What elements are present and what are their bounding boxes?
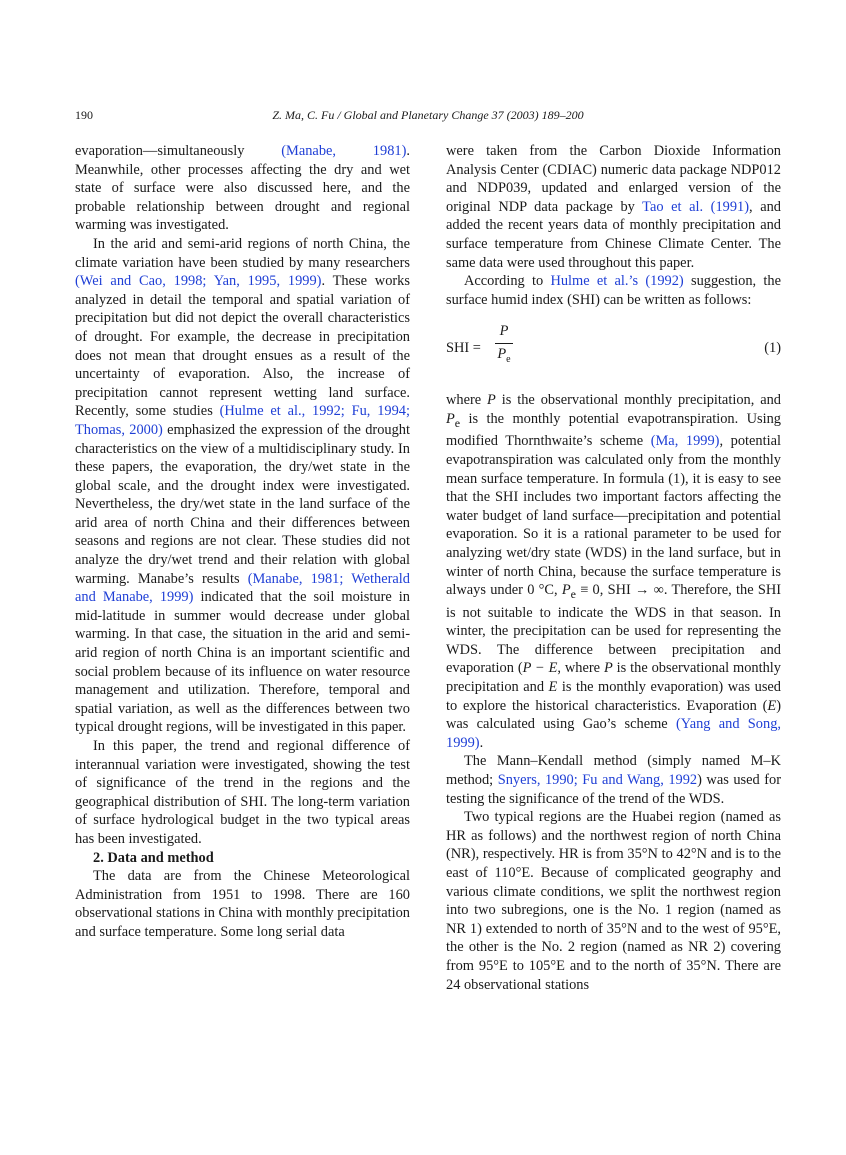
equation-lhs: SHI = [446, 340, 481, 357]
equation-denominator: $P_e$ [497, 345, 511, 365]
paragraph: evaporation—simultaneously (Manabe, 1981). Meanwhile, other processes affecting the dry and wet state of surface were also discussed here, and the probable relationship between drought and regional warming was investigated. [75, 143, 410, 234]
journal-header: Z. Ma, C. Fu / Global and Planetary Change 37 (2003) 189–200 [272, 108, 584, 122]
citation-link[interactable]: (Ma, 1999) [650, 433, 720, 450]
equation-1 [446, 322, 781, 378]
citation-link[interactable]: Tao et al. (1991) [642, 198, 750, 215]
paragraph: In this paper, the trend and regional difference of interannual variation were investigated, showing the test of significance of the trend in the regions and the geographical distribution of SHI. The long-term variation of surface hydrological budget in the two typical areas has been investigated. [75, 738, 410, 847]
citation-link[interactable]: Snyers, 1990; Fu and Wang, 1992 [497, 771, 698, 788]
citation-link[interactable]: (Yang and Song, 1999) [446, 716, 781, 751]
citation-link[interactable]: (Hulme et al., 1992; Fu, 1994; Thomas, 2000) [75, 403, 410, 438]
citation-link[interactable]: Hulme et al.’s (1992) [550, 273, 684, 290]
citation-link[interactable]: (Manabe, 1981) [281, 143, 407, 159]
running-header [75, 108, 781, 126]
citation-link[interactable]: (Wei and Cao, 1998; Yan, 1995, 1999) [75, 273, 322, 290]
citation-link[interactable]: (Manabe, 1981; Wetherald and Manabe, 1999) [75, 570, 410, 606]
paragraph: In the arid and semi-arid regions of north China, the climate variation have been studied by many researchers (Wei and Cao, 1998; Yan, 1995, 1999). These works analyzed in detail the temporal and spatial variation of precipitation but did not depict the overall characteristics of drought. For example, the decrease in precipitation does not mean that drought ensues as a result of the uncertainty of evaporation. Also, the increase of precipitation cannot represent wetting land surface. Recently, some studies (Hulme et al., 1992; Fu, 1994; Thomas, 2000) emphasized the expression of the drought characteristics on the view of a multidisciplinary study. In these papers, the evaporation, the dry/wet state in the global scale, and the drought index were investigated. Nevertheless, the dry/wet state in the land surface of the arid area of north China and their differences between seasons and regions are not clear. These studies did not analyze the dry/wet trend and their relation with global warming. Manabe’s results (Manabe, 1981; Wetherald and Manabe, 1999) indicated that the soil moisture in mid-latitude in summer would decrease under global warming. In that case, the situation in the arid and semi-arid region of north China is an important scientific and social problem because of its influence on water resource management and utilization. Therefore, temporal and spatial variation, as well as the differences between two typical drought regions, will be investigated in this paper. [75, 235, 410, 736]
right-column [446, 142, 781, 994]
paragraph: Two typical regions are the Huabei region (named as HR as follows) and the northwest region of north China (NR), respectively. HR is from 35°N to 42°N and is to the east of 110°E. Because of complicated geography and various climate conditions, we split the northwest region into two subregions, one is the No. 1 region (named as NR 1) extended to north of 35°N and to the west of 95°E, the other is the No. 2 region (named as NR 2) covering from 95°E to 105°E and to the north of 35°N. There are 24 observational stations [446, 809, 781, 993]
equation-fraction [494, 322, 514, 369]
page-number: 190 [75, 108, 93, 122]
left-column [75, 142, 410, 942]
paragraph: The data are from the Chinese Meteorological Administration from 1951 to 1998. There are 160 observational stations in China with monthly precipitation and surface temperature. Some long serial data [75, 868, 410, 940]
paragraph: The Mann–Kendall method (simply named M–K method; Snyers, 1990; Fu and Wang, 1992) was used for testing the significance of the trend of the WDS. [446, 753, 782, 807]
paragraph: were taken from the Carbon Dioxide Information Analysis Center (CDIAC) numeric data package NDP012 and NDP039, updated and enlarged version of the original NDP data package by Tao et al. (1991), and added the recent years data of monthly precipitation and surface temperature from Chinese Climate Center. The same data were used throughout this paper. [446, 143, 781, 271]
equation-numerator: P [499, 323, 509, 340]
paragraph: According to Hulme et al.’s (1992) suggestion, the surface humid index (SHI) can be written as follows: [446, 273, 781, 308]
equation-number: (1) [764, 340, 781, 357]
paragraph: where P is the observational monthly precipitation, and $P_e$ is the monthly potential evapotranspiration. Using modified Thornthwaite’s scheme (Ma, 1999), potential evapotranspiration was calculated only from the monthly mean surface temperature. In formula (1), it is easy to see that the SHI includes two important factors affecting the water budget of land surface—precipitation and potential evaporation. So it is a rational parameter to be used for analyzing wet/dry state (WDS) in the land surface, but in winter of north China, because the surface temperature is always under 0 °C, $P_e \equiv 0$, SHI → ∞. Therefore, the SHI is not suitable to indicate the WDS in that season. In winter, the precipitation can be used for representing the WDS. The difference between precipitation and evaporation (P − E, where P is the observational monthly precipitation and E is the monthly evaporation) was used to explore the historical characteristics. Evaporation (E) was calculated using Gao’s scheme (Yang and Song, 1999). [446, 392, 782, 751]
section-heading: 2. Data and method [93, 849, 214, 866]
